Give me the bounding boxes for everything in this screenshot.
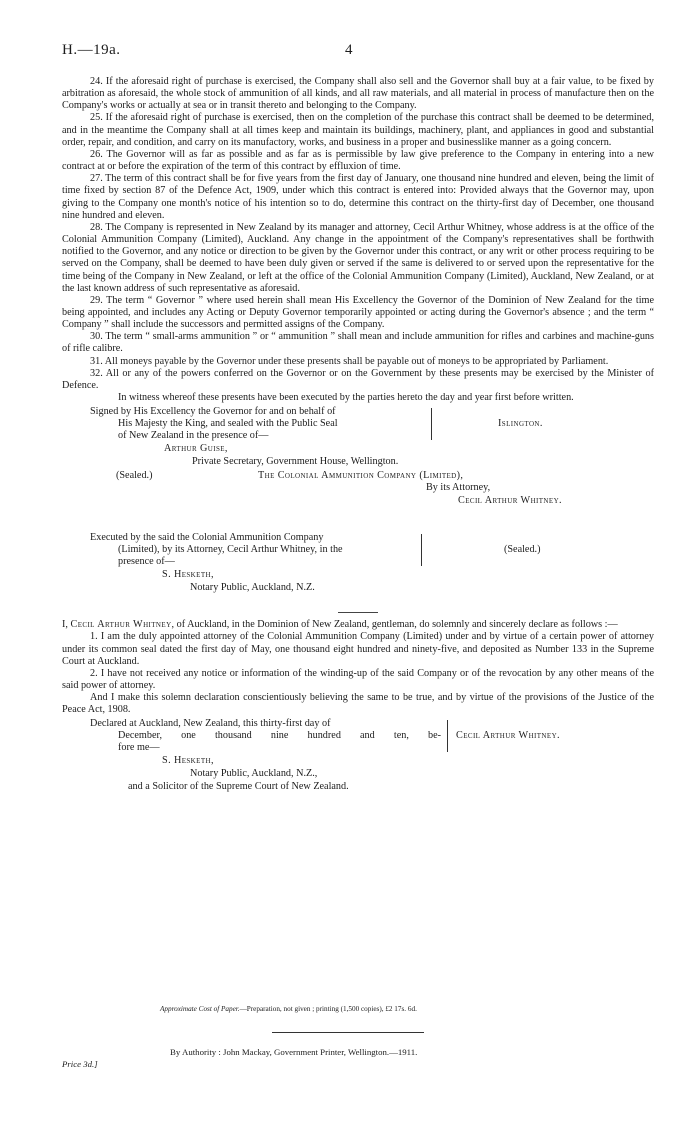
- declaration-item-1: 1. I am the duly appointed attorney of the Colonial Ammunition Company (Limited) under and by virtue of a certain power of attorney under its common seal dated the first day of May, one thousand eight hundred and ninety-five, and deposited as Number 133 in the Supreme Court at Auckland.: [62, 631, 654, 667]
- declarant-signature: Cecil Arthur Whitney.: [456, 730, 560, 742]
- secretary-name: Arthur Guise,: [164, 443, 228, 455]
- page-header: [62, 44, 654, 64]
- signing-brace: [428, 408, 432, 440]
- signing-line-3: of New Zealand in the presence of—: [118, 430, 269, 442]
- clause-29: 29. The term “ Governor ” where used herein shall mean His Excellency the Governor of the Dominion of New Zealand for the time being appointed, and includes any Acting or Deputy Governor temporarily appointed or acting during the Governor's absence ; and the term “ Company ” shall include the successors and permitted assigns of the Company.: [62, 294, 654, 331]
- declared-line-2: December, one thousand nine hundred and ten, be-: [118, 730, 441, 742]
- sealed-mark-right: (Sealed.): [504, 544, 541, 556]
- declared-line-3: fore me—: [118, 742, 160, 754]
- clause-31: 31. All moneys payable by the Governor under these presents shall be payable out of moneys to be appropriated by Parliament.: [90, 355, 609, 367]
- signing-line-2: His Majesty the King, and sealed with the Public Seal: [118, 418, 338, 430]
- execution-line-3: presence of—: [118, 556, 175, 568]
- by-attorney: By its Attorney,: [426, 482, 491, 494]
- notary-role: Notary Public, Auckland, N.Z.: [190, 582, 315, 594]
- declaration-brace: [444, 720, 448, 752]
- declaration-solicitor-role: and a Solicitor of the Supreme Court of New Zealand.: [128, 781, 349, 793]
- page-number: 4: [345, 42, 353, 58]
- governor-signature: Islington.: [498, 418, 543, 430]
- declaration-opening: I, Cecil Arthur Whitney, of Auckland, in the Dominion of New Zealand, gentleman, do solemnly and sincerely declare as follows :—: [62, 619, 618, 631]
- clause-28: 28. The Company is represented in New Zealand by its manager and attorney, Cecil Arthur Whitney, whose address is at the office of the Colonial Ammunition Company (Limited), Auckland. Any change in the appointment of the Company's representatives shall be forthwith notified to the Governor, and any notice or direction to be given by the Governor under this contract, or any writ or other process requiring to be served on the Company, shall be deemed to have been duly given or served if the same is delivered to or served upon the representative for the time being of the Company in New Zealand, or left at the office of the Colonial Ammunition Company (Limited), Auckland, New Zealand, or at the last known address of such representative as aforesaid.: [62, 221, 654, 294]
- declared-line-1: Declared at Auckland, New Zealand, this thirty-first day of: [90, 718, 331, 730]
- price-note: Price 3d.]: [62, 1059, 98, 1069]
- document-body: [62, 76, 654, 814]
- printer-authority: By Authority : John Mackay, Government Printer, Wellington.—1911.: [170, 1047, 418, 1057]
- witness-clause: In witness whereof these presents have been executed by the parties hereto the day and year first before written.: [118, 392, 574, 404]
- declaration-opening-text: , of Auckland, in the Dominion of New Zealand, gentleman, do solemnly and sincerely declare as follows :—: [171, 619, 618, 631]
- declaration-closing: And I make this solemn declaration conscientiously believing the same to be true, and by virtue of the provisions of the Justice of the Peace Act, 1908.: [62, 692, 654, 716]
- section-divider: [338, 612, 378, 613]
- declaration-item-2: 2. I have not received any notice or information of the winding-up of the said Company or of the revocation by any other means of the said power of attorney.: [62, 667, 654, 691]
- declaration-signing-block: [62, 718, 654, 814]
- secretary-role: Private Secretary, Government House, Wellington.: [192, 456, 399, 468]
- cost-label: Approximate Cost of Paper.: [160, 1005, 240, 1013]
- printing-cost-note: [160, 1004, 610, 1014]
- signing-line-1: Signed by His Excellency the Governor for and on behalf of: [90, 406, 336, 418]
- notary-name: S. Hesketh,: [162, 569, 214, 581]
- declaration-notary-name: S. Hesketh,: [162, 755, 214, 767]
- company-name: The Colonial Ammunition Company (Limited),: [258, 470, 464, 482]
- governor-signing-block: [62, 406, 654, 528]
- execution-line-1: Executed by the said the Colonial Ammunition Company: [90, 532, 324, 544]
- clause-25: 25. If the aforesaid right of purchase is exercised, then on the completion of the purchase this contract shall be deemed to be determined, and in the meantime the Company shall at all times keep and maintain its buildings, machinery, plant, and appliances in good and substantial order, repair, and condition, and carry on its manufactory, works, and business in a proper and businesslike manner as a going concern.: [62, 112, 654, 148]
- clause-30: 30. The term “ small-arms ammunition ” or “ ammunition ” shall mean and include ammunition for rifles and carbines and machine-guns of rifle calibre.: [62, 331, 654, 355]
- clause-26: 26. The Governor will as far as possible and as far as is permissible by law give preference to the Company in entering into a new contract at or before the expiration of the term of this contract by effluxion of time.: [62, 148, 654, 173]
- series-reference: H.—19a.: [62, 42, 121, 58]
- declarant-name: Cecil Arthur Whitney: [70, 619, 172, 631]
- footer-rule: [272, 1032, 424, 1033]
- execution-brace: [418, 534, 422, 566]
- clause-32: 32. All or any of the powers conferred on the Governor or on the Government by these presents may be exercised by the Minister of Defence.: [62, 367, 654, 391]
- attorney-signature: Cecil Arthur Whitney.: [458, 495, 562, 507]
- company-execution-block: [62, 532, 654, 606]
- declaration-notary-role: Notary Public, Auckland, N.Z.,: [190, 768, 318, 780]
- execution-line-2: (Limited), by its Attorney, Cecil Arthur Whitney, in the: [118, 544, 343, 556]
- cost-text: —Preparation, not given ; printing (1,500 copies), £2 17s. 6d.: [239, 1005, 417, 1013]
- clause-24: 24. If the aforesaid right of purchase is exercised, the Company shall also sell and the Governor shall buy at a fair value, to be fixed by arbitration as aforesaid, the whole stock of ammunition of all kinds, and all raw materials, and all material in process of manufacture then on the Company's works or actually at sea or in transit thereto and belonging to the Company.: [62, 76, 654, 112]
- sealed-mark-left: (Sealed.): [116, 470, 153, 482]
- clause-27: 27. The term of this contract shall be for five years from the first day of January, one thousand nine hundred and eleven, being the limit of time fixed by section 87 of the Defence Act, 1909, under which this contract is entered into: Provided always that the Governor may, upon giving to the Company one month's notice of his intention so to do, determine this contract on the thirty-first day of December, one thousand nine hundred and eleven.: [62, 173, 654, 221]
